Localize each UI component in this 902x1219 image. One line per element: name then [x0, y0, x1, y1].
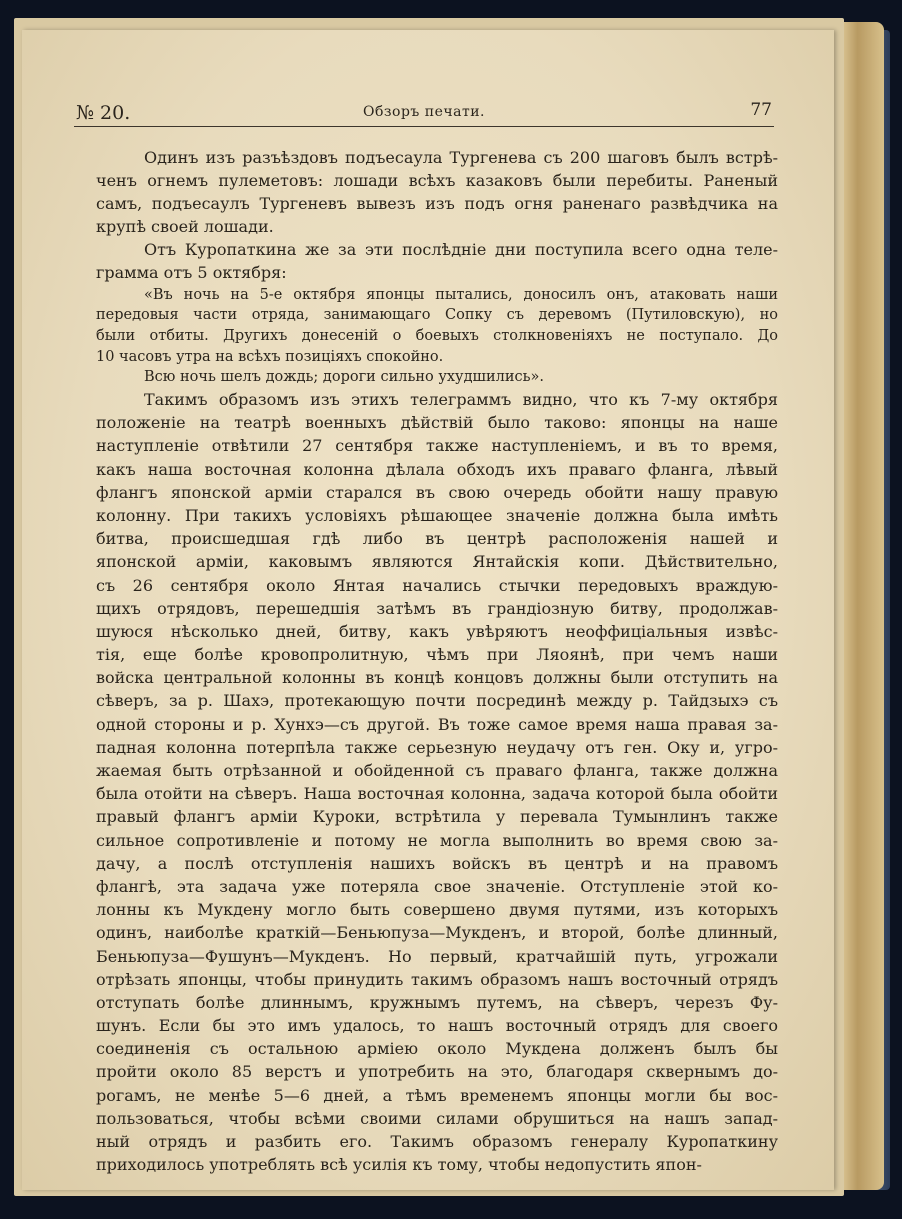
text-line: жаемая быть отрѣзанной и обойденной съ праваго фланга, также должна	[96, 761, 778, 780]
text-line: передовыя части отряда, занимающаго Сопку съ деревомъ (Путиловскую), но	[96, 307, 778, 324]
body-text	[96, 146, 778, 1176]
text-line: одной стороны и р. Хунхэ—съ другой. Въ тоже самое время наша правая за-	[96, 714, 778, 734]
text-line: войска центральной колонны въ концѣ концовъ должны были отступить на	[96, 668, 778, 688]
text-line: лонны къ Мукдену могло быть совершено двумя путями, изъ которыхъ	[96, 900, 778, 920]
text-line: дачу, а послѣ отступленія нашихъ войскъ въ центрѣ и на правомъ	[96, 853, 778, 873]
text-line: соединенія съ остальною арміею около Мукдена долженъ былъ бы	[96, 1039, 778, 1059]
text-line: флангъ японской арміи старался въ свою очередь обойти нашу правую	[96, 482, 778, 502]
text-line: положеніе на театрѣ военныхъ дѣйствій было таково: японцы на наше	[96, 413, 778, 433]
text-line: сѣверъ, за р. Шахэ, протекающую почти посрединѣ между р. Тайдзыхэ съ	[96, 691, 778, 711]
text-line: съ 26 сентября около Янтая начались стычки передовыхъ враждую-	[96, 575, 778, 595]
text-line: одинъ, наиболѣе краткій—Беньюпуза—Мукденъ, и второй, болѣе длинный,	[96, 923, 778, 943]
text-line: грамма отъ 5 октября:	[96, 263, 287, 283]
text-line: «Въ ночь на 5-е октября японцы пытались, доносилъ онъ, атаковать наши	[144, 286, 778, 303]
text-line: Беньюпуза—Фушунъ—Мукденъ. Но первый, кратчайшій путь, угрожали	[96, 946, 778, 966]
text-line: колонну. При такихъ условіяхъ рѣшающее значеніе должна была имѣть	[96, 505, 778, 525]
text-line: пройти около 85 верстъ и употребить на это, благодаря сквернымъ до-	[96, 1062, 778, 1082]
text-line: ченъ огнемъ пулеметовъ: лошади всѣхъ казаковъ были перебиты. Раненый	[96, 171, 778, 191]
text-line: была отойти на сѣверъ. Наша восточная колонна, задача которой была обойти	[96, 784, 778, 804]
text-line: приходилось употреблять всѣ усилія къ тому, чтобы недопустить япон-	[96, 1155, 702, 1175]
text-line: были отбиты. Другихъ донесеній о боевыхъ столкновеніяхъ не поступало. До	[96, 327, 778, 344]
text-line: Одинъ изъ разъѣздовъ подъесаула Тургенева съ 200 шаговъ былъ встрѣ-	[144, 148, 778, 167]
text-line: самъ, подъесаулъ Тургеневъ вывезъ изъ подъ огня раненаго развѣдчика на	[96, 194, 778, 214]
text-line: какъ наша восточная колонна дѣлала обходъ ихъ праваго фланга, лѣвый	[96, 459, 778, 479]
text-line: правый флангъ арміи Куроки, встрѣтила у перевала Тумынлинъ также	[96, 807, 778, 827]
text-line: 10 часовъ утра на всѣхъ позиціяхъ спокойно.	[96, 348, 444, 365]
text-line: Такимъ образомъ изъ этихъ телеграммъ видно, что къ 7-му октября	[144, 390, 778, 409]
text-line: щихъ отрядовъ, перешедшія затѣмъ въ грандіозную битву, продолжав-	[96, 598, 778, 618]
text-line: ный отрядъ и разбить его. Такимъ образомъ генералу Куропаткину	[96, 1132, 778, 1151]
text-line: падная колонна потерпѣла также серьезную неудачу отъ ген. Оку и, угро-	[96, 737, 778, 757]
text-line: отступать болѣе длиннымъ, кружнымъ путемъ, на сѣверъ, черезъ Фу-	[96, 992, 778, 1012]
text-line: Отъ Куропаткина же за эти послѣдніе дни поступила всего одна теле-	[144, 240, 778, 260]
text-line: рогамъ, не менѣе 5—6 дней, а тѣмъ временемъ японцы могли бы вос-	[96, 1085, 778, 1105]
page-number: 77	[750, 100, 772, 120]
text-line: тія, еще болѣе кровопролитную, чѣмъ при Ляоянѣ, при чемъ наши	[96, 645, 778, 665]
text-line: шунъ. Если бы это имъ удалось, то нашъ восточный отрядъ для своего	[96, 1016, 778, 1036]
text-line: флангѣ, эта задача уже потеряла свое значеніе. Отступленіе этой ко-	[96, 876, 778, 896]
text-line: сильное сопротивленіе и потому не могла выполнить во время свою за-	[96, 830, 778, 850]
text-line: крупѣ своей лошади.	[96, 217, 274, 237]
text-line: пользоваться, чтобы всѣми своими силами обрушиться на нашъ запад-	[96, 1108, 778, 1128]
running-header	[74, 98, 774, 127]
text-line: наступленіе отвѣтили 27 сентября также наступленіемъ, и въ то время,	[96, 436, 778, 456]
text-line: отрѣзать японцы, чтобы принудить такимъ образомъ нашъ восточный отрядъ	[96, 969, 778, 989]
text-line: битва, происшедшая гдѣ либо въ центрѣ расположенія нашей и	[96, 529, 778, 549]
issue-number: № 20.	[76, 102, 131, 124]
text-line: японской арміи, каковымъ являются Янтайскія копи. Дѣйствительно,	[96, 552, 778, 572]
text-line: шуюся нѣсколько дней, битву, какъ увѣряютъ неоффиціальныя извѣс-	[96, 621, 778, 641]
text-line: Всю ночь шелъ дождь; дороги сильно ухудшились».	[144, 369, 545, 386]
journal-section-title: Обзоръ печати.	[362, 104, 486, 120]
